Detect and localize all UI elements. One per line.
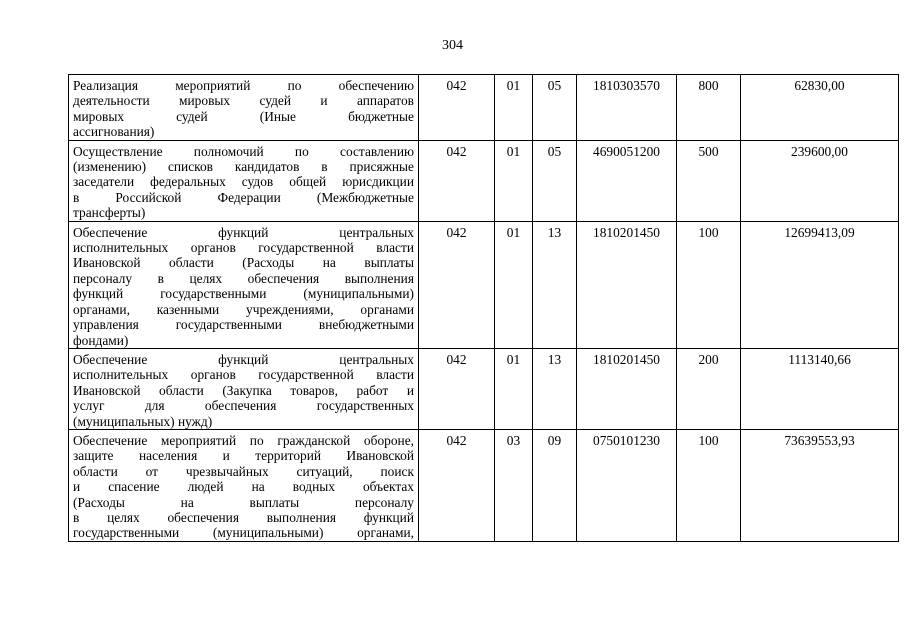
description-line: Реализация мероприятий по обеспечению — [73, 78, 414, 93]
description-line: защите населения и территорий Ивановской — [73, 448, 414, 464]
amount-value: 12699413,09 — [741, 221, 899, 348]
ministry-code: 042 — [419, 75, 495, 141]
description-line: в Российской Федерации (Межбюджетные — [73, 189, 414, 205]
subsection-code: 05 — [533, 75, 577, 141]
section-code: 01 — [495, 140, 533, 221]
description-line: в целях обеспечения выполнения функций — [73, 509, 414, 525]
description-line: мировых судей (Иные бюджетные — [73, 108, 414, 124]
budget-table-body — [69, 75, 899, 542]
section-code: 01 — [495, 221, 533, 348]
description-text — [73, 433, 414, 541]
expense-type-code: 200 — [677, 348, 741, 429]
description-line: органами, казенными учреждениями, органами — [73, 301, 414, 317]
ministry-code: 042 — [419, 429, 495, 541]
description-line: Ивановской области (Расходы на выплаты — [73, 255, 414, 271]
page-number: 304 — [442, 38, 463, 53]
description-line: исполнительных органов государственной власти — [73, 367, 414, 383]
table-row — [69, 140, 899, 221]
description-line: (изменению) списков кандидатов в присяжные — [73, 159, 414, 175]
row-description — [69, 429, 419, 541]
row-description — [69, 140, 419, 221]
row-description — [69, 221, 419, 348]
amount-value: 1113140,66 — [741, 348, 899, 429]
table-row — [69, 75, 899, 141]
ministry-code: 042 — [419, 348, 495, 429]
description-line: и спасение людей на водных объектах — [73, 479, 414, 495]
description-line: Ивановской области (Закупка товаров, работ и — [73, 382, 414, 398]
description-text — [73, 225, 414, 348]
description-text — [73, 352, 414, 429]
amount-value: 73639553,93 — [741, 429, 899, 541]
description-line: Осуществление полномочий по составлению — [73, 143, 414, 159]
description-text — [73, 78, 414, 140]
description-line: исполнительных органов государственной власти — [73, 240, 414, 256]
description-line: Обеспечение функций центральных — [73, 351, 414, 367]
target-article-code: 4690051200 — [577, 140, 677, 221]
description-line: фондами) — [73, 332, 129, 348]
budget-table — [68, 74, 899, 542]
table-row — [69, 348, 899, 429]
description-line: (Расходы на выплаты персоналу — [73, 494, 414, 510]
subsection-code: 13 — [533, 348, 577, 429]
description-line: Обеспечение функций центральных — [73, 224, 414, 240]
subsection-code: 13 — [533, 221, 577, 348]
description-line: Обеспечение мероприятий по гражданской обороне, — [73, 432, 414, 448]
description-line: функций государственными (муниципальными) — [73, 286, 414, 302]
target-article-code: 1810201450 — [577, 348, 677, 429]
description-line: государственными (муниципальными) органами, — [73, 525, 414, 541]
target-article-code: 1810201450 — [577, 221, 677, 348]
ministry-code: 042 — [419, 221, 495, 348]
subsection-code: 05 — [533, 140, 577, 221]
expense-type-code: 100 — [677, 221, 741, 348]
description-line: управления государственными внебюджетными — [73, 317, 414, 333]
description-line: трансферты) — [73, 205, 146, 221]
expense-type-code: 100 — [677, 429, 741, 541]
description-line: (муниципальных) нужд) — [73, 413, 213, 429]
row-description — [69, 348, 419, 429]
section-code: 03 — [495, 429, 533, 541]
table-row — [69, 429, 899, 541]
subsection-code: 09 — [533, 429, 577, 541]
description-line: ассигнования) — [73, 124, 155, 140]
description-line: персоналу в целях обеспечения выполнения — [73, 270, 414, 286]
section-code: 01 — [495, 348, 533, 429]
expense-type-code: 800 — [677, 75, 741, 141]
description-line: заседатели федеральных судов общей юрисдикции — [73, 174, 414, 190]
target-article-code: 1810303570 — [577, 75, 677, 141]
expense-type-code: 500 — [677, 140, 741, 221]
amount-value: 239600,00 — [741, 140, 899, 221]
row-description — [69, 75, 419, 141]
description-line: деятельности мировых судей и аппаратов — [73, 93, 414, 109]
description-line: области от чрезвычайных ситуаций, поиск — [73, 463, 414, 479]
ministry-code: 042 — [419, 140, 495, 221]
description-text — [73, 144, 414, 221]
amount-value: 62830,00 — [741, 75, 899, 141]
description-line: услуг для обеспечения государственных — [73, 398, 414, 414]
target-article-code: 0750101230 — [577, 429, 677, 541]
table-row — [69, 221, 899, 348]
section-code: 01 — [495, 75, 533, 141]
